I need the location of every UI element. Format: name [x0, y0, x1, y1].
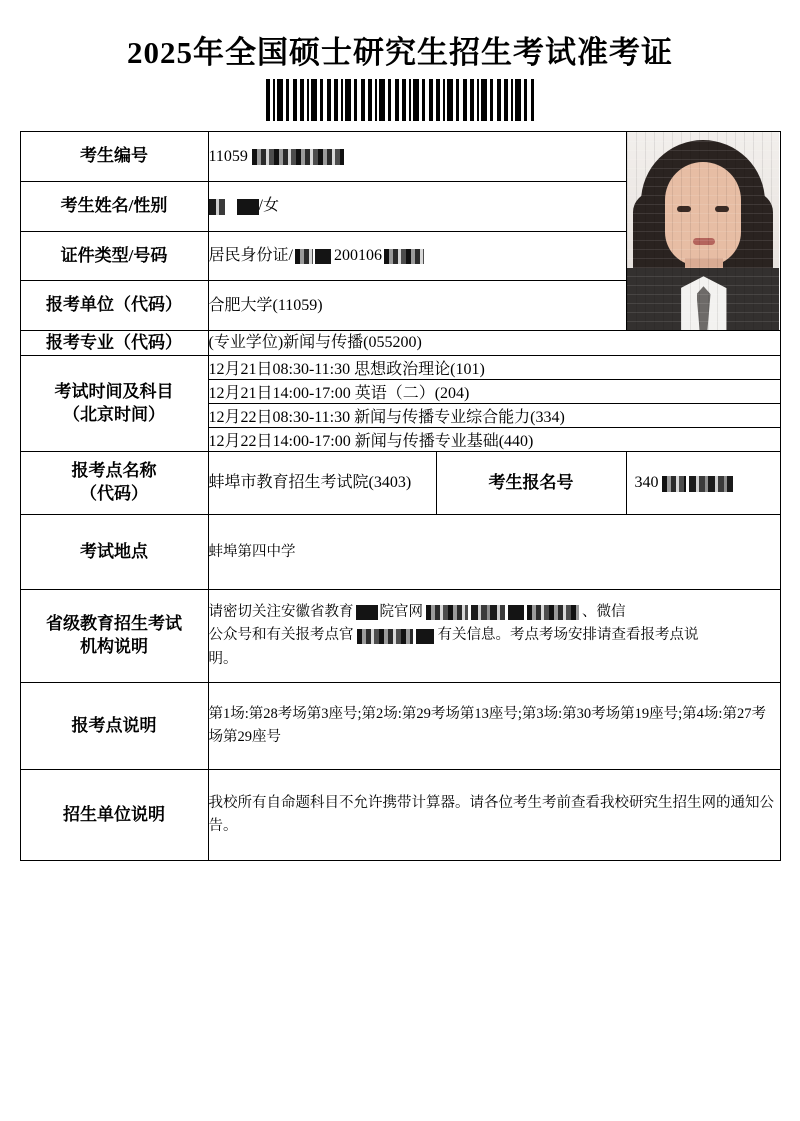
- id-separator: /: [288, 247, 293, 265]
- candidate-photo-cell: [626, 132, 780, 331]
- table-row: [20, 683, 780, 770]
- label-center-notice: 报考点说明: [20, 683, 208, 770]
- label-province-notice: [20, 590, 208, 683]
- redaction-block: [252, 149, 344, 165]
- id-type-text: 居民身份证: [208, 247, 289, 265]
- page-title: 2025年全国硕士研究生招生考试准考证: [127, 35, 673, 70]
- label-major: 报考专业（代码）: [20, 331, 208, 356]
- redaction-block: [508, 605, 524, 620]
- label-test-center-line1: 报考点名称: [71, 461, 157, 481]
- redaction-block: [295, 249, 313, 264]
- label-exam-location: 考试地点: [20, 515, 208, 590]
- avatar: [627, 132, 779, 330]
- label-registration-number: 考生报名号: [436, 452, 626, 515]
- label-id-type-number: 证件类型/号码: [20, 231, 208, 281]
- province-notice-part2: 院官网: [379, 603, 423, 620]
- barcode-icon: [266, 79, 534, 121]
- value-institution: 合肥大学(11059): [208, 281, 626, 331]
- redaction-block: [689, 476, 733, 492]
- label-name-gender: 考生姓名/性别: [20, 181, 208, 231]
- province-notice-part3: 、微信: [582, 603, 626, 620]
- photo-eye-left: [677, 206, 691, 212]
- province-notice-part6: 明。: [208, 650, 238, 667]
- gender-text: /女: [258, 197, 279, 215]
- redaction-block: [237, 199, 259, 215]
- photo-mouth: [693, 238, 715, 245]
- redaction-block: [356, 605, 378, 620]
- photo-face: [665, 162, 741, 266]
- table-row: [20, 590, 780, 683]
- redaction-block: [209, 199, 225, 215]
- candidate-number-text: 11059: [208, 147, 248, 165]
- photo-eye-right: [715, 206, 729, 212]
- table-row: [20, 331, 780, 356]
- value-exam-location: 蚌埠第四中学: [208, 515, 780, 590]
- redaction-block: [662, 476, 686, 492]
- table-row: [20, 132, 780, 182]
- value-test-center: 蚌埠市教育招生考试院(3403): [208, 452, 436, 515]
- province-notice-part1: 请密切关注安徽省教育: [208, 603, 354, 620]
- value-name-gender: [208, 181, 626, 231]
- value-registration-number: [626, 452, 780, 515]
- value-center-notice: 第1场:第28考场第3座号;第2场:第29考场第13座号;第3场:第30考场第19座号;第4场:第27考场第29座号: [208, 683, 780, 770]
- label-institution-notice: 招生单位说明: [20, 770, 208, 861]
- label-exam-schedule: [20, 356, 208, 452]
- redaction-block: [471, 605, 505, 620]
- exam-session-row: 12月22日14:00-17:00 新闻与传播专业基础(440): [208, 428, 780, 452]
- label-test-center-line2: （代码）: [80, 484, 148, 504]
- province-notice-line-3: [209, 648, 780, 671]
- redaction-block: [416, 629, 434, 644]
- value-institution-notice: 我校所有自命题科目不允许携带计算器。请各位考生考前查看我校研究生招生网的通知公告。: [208, 770, 780, 861]
- label-exam-schedule-line2: （北京时间）: [63, 404, 165, 424]
- barcode-area: [0, 79, 800, 121]
- label-province-notice-line2: 机构说明: [80, 637, 148, 657]
- value-province-notice: [208, 590, 780, 683]
- table-row: [20, 515, 780, 590]
- province-notice-part5: 有关信息。考点考场安排请查看报考点说: [437, 627, 699, 644]
- province-notice-part4: 公众号和有关报考点官: [208, 627, 354, 644]
- value-id-type-number: [208, 231, 626, 281]
- registration-number-text: 340: [634, 474, 659, 492]
- redaction-block: [315, 249, 331, 264]
- exam-session-row: 12月22日08:30-11:30 新闻与传播专业综合能力(334): [208, 404, 780, 428]
- table-row: [20, 770, 780, 861]
- label-exam-schedule-line1: 考试时间及科目: [54, 381, 174, 401]
- exam-session-row: 12月21日08:30-11:30 思想政治理论(101): [208, 356, 780, 380]
- label-institution: 报考单位（代码）: [20, 281, 208, 331]
- value-candidate-number: [208, 132, 626, 182]
- table-row: [20, 356, 780, 380]
- redaction-block: [384, 249, 424, 264]
- province-notice-line-2: [209, 624, 780, 647]
- redaction-block: [527, 605, 579, 620]
- label-candidate-number: 考生编号: [20, 132, 208, 182]
- redaction-block: [426, 605, 468, 620]
- label-province-notice-line1: 省级教育招生考试: [46, 614, 182, 634]
- redaction-block: [357, 629, 413, 644]
- exam-session-row: 12月21日14:00-17:00 英语（二）(204): [208, 380, 780, 404]
- id-number-tail: 200106: [333, 247, 382, 265]
- value-major: (专业学位)新闻与传播(055200): [208, 331, 780, 356]
- table-row: [20, 452, 780, 515]
- admission-ticket-table: [20, 131, 781, 861]
- label-test-center: [20, 452, 208, 515]
- province-notice-line-1: [209, 601, 780, 624]
